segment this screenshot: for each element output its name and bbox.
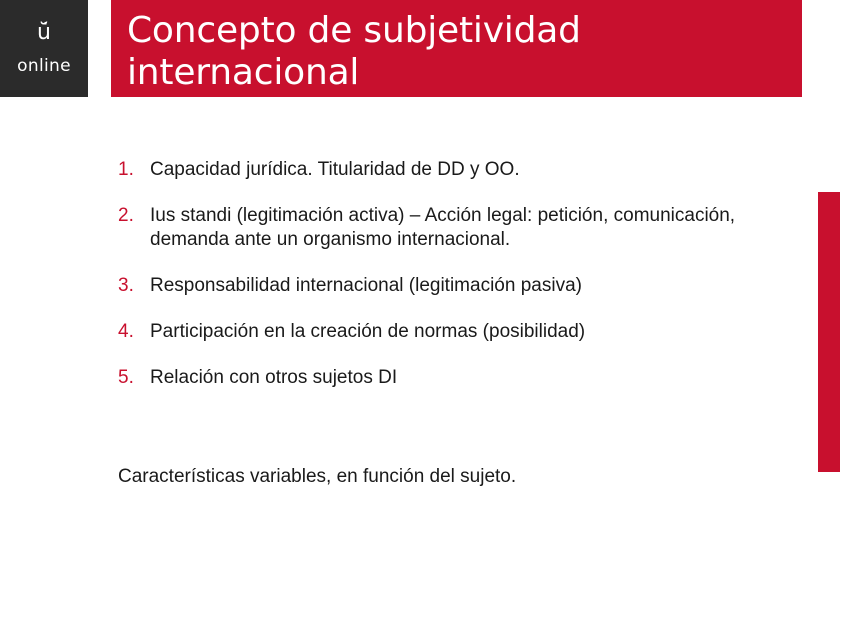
slide-content xyxy=(118,158,778,412)
logo xyxy=(0,0,88,97)
list-item xyxy=(118,204,778,252)
logo-text: online xyxy=(17,56,71,76)
list-number: 1. xyxy=(118,159,134,180)
title-line-1: Concepto de subjetividad xyxy=(127,10,581,51)
list-number: 4. xyxy=(118,321,134,342)
list-text: Participación en la creación de normas (posibilidad) xyxy=(150,321,586,342)
list-text: Ius standi (legitimación activa) – Acción legal: petición, comunicación, demanda ante un organismo internacional. xyxy=(150,205,736,250)
list-number: 3. xyxy=(118,275,134,296)
footer-note: Características variables, en función del sujeto. xyxy=(118,466,517,487)
page-title xyxy=(127,10,581,94)
title-bar xyxy=(111,0,802,97)
logo-mark: ŭ̇ xyxy=(37,20,51,45)
right-accent-bar xyxy=(818,192,840,472)
title-line-2: internacional xyxy=(127,52,360,93)
criteria-list xyxy=(118,158,778,390)
list-text: Relación con otros sujetos DI xyxy=(150,367,398,388)
list-item xyxy=(118,274,778,298)
list-item xyxy=(118,320,778,344)
list-text: Responsabilidad internacional (legitimación pasiva) xyxy=(150,275,582,296)
list-number: 5. xyxy=(118,367,134,388)
list-number: 2. xyxy=(118,205,134,226)
list-item xyxy=(118,158,778,182)
list-text: Capacidad jurídica. Titularidad de DD y OO. xyxy=(150,159,520,180)
list-item xyxy=(118,366,778,390)
